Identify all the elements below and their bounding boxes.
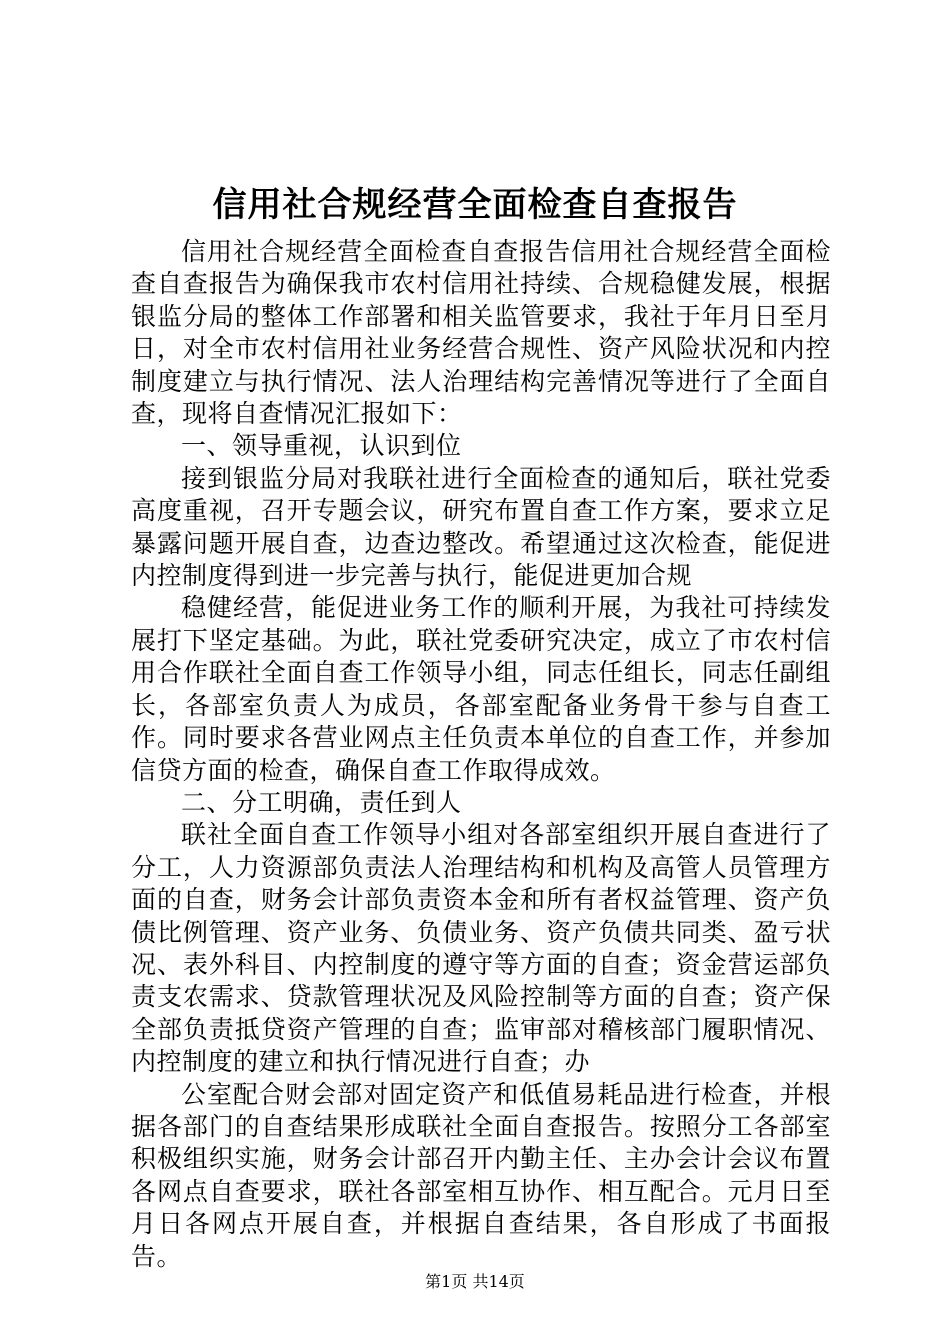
section-heading-1: 一、领导重视，认识到位 [181,431,462,461]
document-body [131,236,831,1273]
paragraph-intro: 信用社合规经营全面检查自查报告信用社合规经营全面检查自查报告为确保我市农村信用社持续、合规稳健发展，根据银监分局的整体工作部署和相关监管要求，我社于年月日至月日，对全市农村信用社业务经营合规性、资产风险状况和内控制度建立与执行情况、法人治理结构完善情况等进行了全面自查，现将自查情况汇报如下： [131,237,831,429]
paragraph-division-cont: 公室配合财会部对固定资产和低值易耗品进行检查，并根据各部门的自查结果形成联社全面自查报告。按照分工各部室积极组织实施，财务会计部召开内勤主任、主办会计会议布置各网点自查要求，联社各部室相互协作、相互配合。元月日至月日各网点开展自查，并根据自查结果，各自形成了书面报告。 [131,1079,831,1271]
page-number-footer: 第1页 共14页 [425,1272,525,1291]
paragraph-leadership-cont: 稳健经营，能促进业务工作的顺利开展，为我社可持续发展打下坚定基础。为此，联社党委研究决定，成立了市农村信用合作联社全面自查工作领导小组，同志任组长，同志任副组长，各部室负责人为成员，各部室配备业务骨干参与自查工作。同时要求各营业网点主任负责本单位的自查工作，并参加信贷方面的检查，确保自查工作取得成效。 [131,593,831,785]
paragraph-leadership: 接到银监分局对我联社进行全面检查的通知后，联社党委高度重视，召开专题会议，研究布置自查工作方案，要求立足暴露问题开展自查，边查边整改。希望通过这次检查，能促进内控制度得到进一步完善与执行，能促进更加合规 [131,463,831,591]
document-title: 信用社合规经营全面检查自查报告 [212,185,738,225]
paragraph-division: 联社全面自查工作领导小组对各部室组织开展自查进行了分工，人力资源部负责法人治理结构和机构及高管人员管理方面的自查，财务会计部负责资本金和所有者权益管理、资产负债比例管理、资产业务、负债业务、资产负债共同类、盈亏状况、表外科目、内控制度的遵守等方面的自查；资金营运部负责支农需求、贷款管理状况及风险控制等方面的自查；资产保全部负责抵贷资产管理的自查；监审部对稽核部门履职情况、内控制度的建立和执行情况进行自查；办 [131,820,831,1077]
section-heading-2: 二、分工明确，责任到人 [181,787,462,817]
